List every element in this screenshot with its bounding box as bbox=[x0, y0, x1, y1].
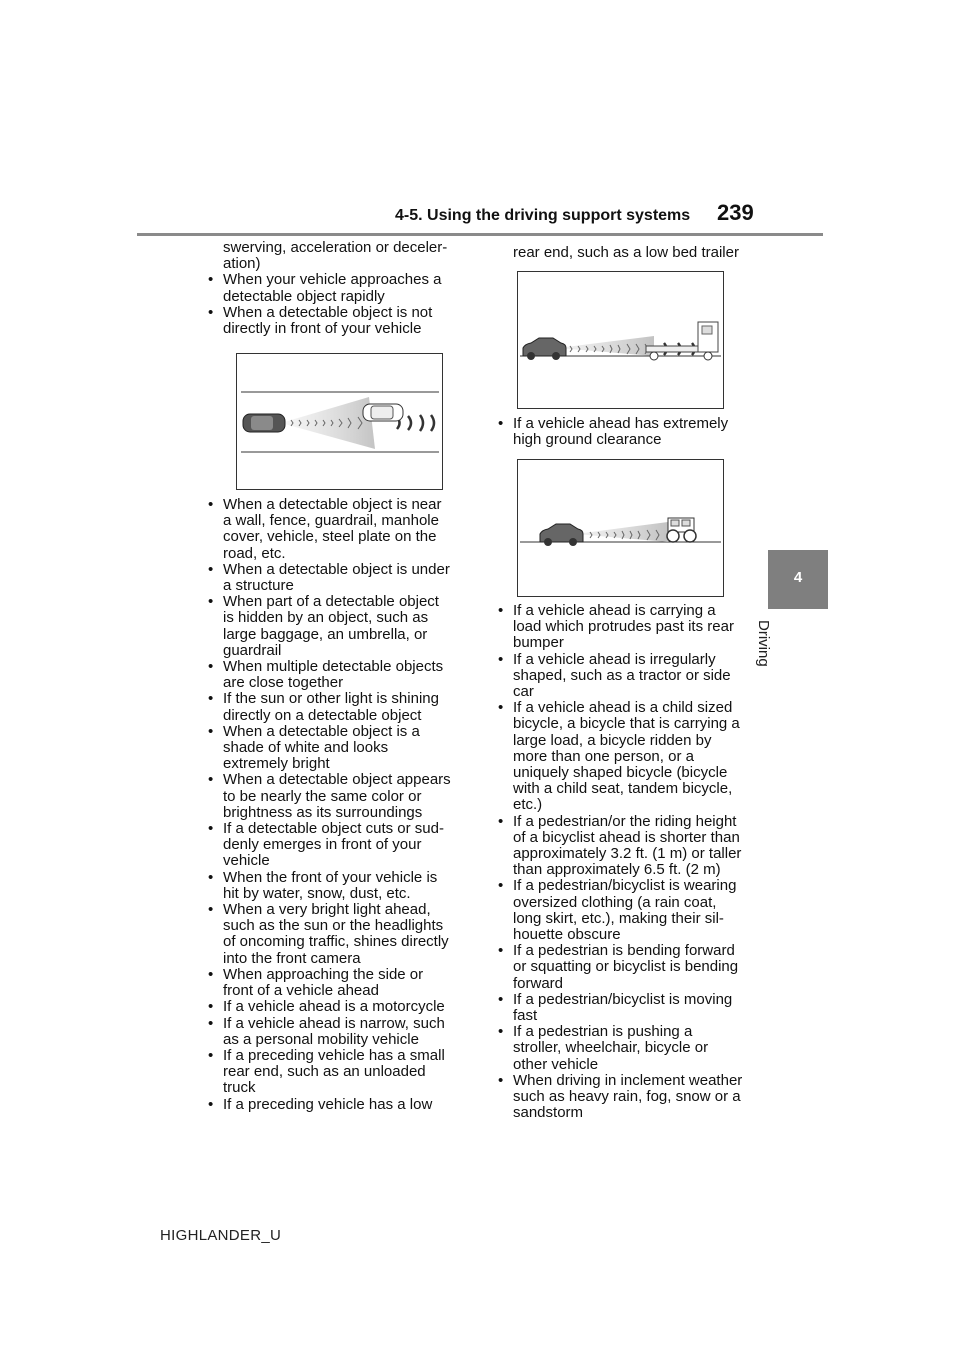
high-clearance-diagram bbox=[518, 460, 723, 596]
text-line: • When a detectable object appears bbox=[223, 771, 451, 789]
text-line: shaped, such as a tractor or side bbox=[513, 666, 731, 684]
text-line: brightness as its surroundings bbox=[223, 803, 423, 821]
text-line: more than one person, or a bbox=[513, 747, 694, 765]
chapter-label: Driving bbox=[755, 620, 772, 667]
illustration-high-clearance-vehicle bbox=[517, 459, 724, 597]
text-line: • When driving in inclement weather bbox=[513, 1071, 743, 1089]
list-item bbox=[202, 870, 470, 902]
chapter-tab bbox=[768, 550, 828, 609]
text-line: • When your vehicle approaches a bbox=[223, 271, 442, 289]
text-line: than approximately 6.5 ft. (2 m) bbox=[513, 861, 721, 879]
text-line: of a bicyclist ahead is shorter than bbox=[513, 828, 740, 846]
list-item bbox=[492, 1024, 758, 1073]
text-line: is hidden by an object, such as bbox=[223, 609, 429, 627]
list-item bbox=[492, 1073, 758, 1122]
text-line: directly in front of your vehicle bbox=[223, 320, 422, 338]
offset-vehicle bbox=[363, 404, 403, 421]
own-vehicle bbox=[523, 338, 566, 360]
text-line: directly on a detectable object bbox=[223, 706, 422, 724]
text-line: • When a detectable object is not bbox=[223, 303, 433, 321]
text-line: shade of white and looks bbox=[223, 739, 389, 757]
text-line: stroller, wheelchair, bicycle or bbox=[513, 1039, 709, 1057]
text-line: • When a detectable object is a bbox=[223, 722, 420, 740]
text-line: sandstorm bbox=[513, 1104, 584, 1122]
text-line: • If a vehicle ahead is a motorcycle bbox=[223, 998, 445, 1016]
text-line: • If a vehicle ahead is irregularly bbox=[513, 650, 716, 668]
text-line: bumper bbox=[513, 634, 564, 652]
list-item bbox=[202, 724, 470, 773]
list-item bbox=[492, 878, 758, 943]
text-line: high ground clearance bbox=[513, 431, 662, 449]
list-item bbox=[202, 1097, 470, 1113]
list-item bbox=[202, 821, 470, 870]
illustration-low-bed-trailer bbox=[517, 271, 724, 409]
text-line: to be nearly the same color or bbox=[223, 787, 422, 805]
offset-object-diagram bbox=[237, 354, 442, 489]
text-line: • If a pedestrian/bicyclist is wearing bbox=[513, 877, 737, 895]
text-line: such as the sun or the headlights bbox=[223, 917, 444, 935]
text-line: with a child seat, tandem bicycle, bbox=[513, 780, 733, 798]
text-line: • When a detectable object is under bbox=[223, 560, 450, 578]
text-line: ation) bbox=[223, 255, 261, 273]
model-code-footer: HIGHLANDER_U bbox=[160, 1227, 282, 1244]
text-line: of oncoming traffic, shines directly bbox=[223, 933, 449, 951]
sensor-beam bbox=[281, 397, 375, 449]
text-line: • If a pedestrian/or the riding height bbox=[513, 812, 737, 830]
text-line: • When the front of your vehicle is bbox=[223, 868, 438, 886]
text-line: • When a very bright light ahead, bbox=[223, 901, 431, 919]
left-column-top bbox=[202, 240, 470, 337]
text-line: fast bbox=[513, 1007, 538, 1025]
text-line: are close together bbox=[223, 674, 344, 692]
text-line: • If a vehicle ahead has extremely bbox=[513, 415, 729, 432]
high-clearance-vehicle bbox=[667, 518, 696, 542]
list-item bbox=[202, 594, 470, 659]
text-line: houette obscure bbox=[513, 926, 621, 944]
list-item bbox=[202, 659, 470, 691]
chapter-label-container bbox=[755, 620, 786, 680]
list-item bbox=[202, 305, 470, 337]
text-line: rear end, such as a low bed trailer bbox=[513, 244, 739, 261]
text-line: car bbox=[513, 683, 534, 701]
text-line: vehicle bbox=[223, 852, 270, 870]
text-line: swerving, acceleration or deceler- bbox=[223, 239, 448, 256]
text-line: uniquely shaped bicycle (bicycle bbox=[513, 764, 728, 782]
header-divider bbox=[137, 233, 823, 236]
list-item bbox=[492, 416, 758, 448]
text-line: • If a preceding vehicle has a low bbox=[223, 1095, 433, 1113]
low-bed-trailer bbox=[646, 322, 718, 360]
own-vehicle bbox=[243, 414, 285, 432]
text-line: • If a pedestrian is bending forward bbox=[513, 942, 735, 960]
text-line: • If a vehicle ahead is carrying a bbox=[513, 602, 716, 619]
text-line: bicycle, a bicycle that is carrying a bbox=[513, 715, 740, 733]
list-item bbox=[202, 967, 470, 999]
list-item bbox=[202, 497, 470, 562]
list-item bbox=[202, 902, 470, 967]
list-item bbox=[202, 999, 470, 1015]
text-line: forward bbox=[513, 974, 564, 992]
text-line: • If a vehicle ahead is narrow, such bbox=[223, 1014, 445, 1032]
list-item bbox=[202, 562, 470, 594]
text-line: front of a vehicle ahead bbox=[223, 982, 379, 1000]
text-line: long skirt, etc.), making their sil- bbox=[513, 909, 724, 927]
left-column-bottom bbox=[202, 497, 470, 1113]
text-line: denly emerges in front of your bbox=[223, 836, 422, 854]
list-item bbox=[202, 691, 470, 723]
page-number: 239 bbox=[717, 200, 754, 225]
text-line: as a personal mobility vehicle bbox=[223, 1030, 419, 1048]
text-line: or squatting or bicyclist is bending bbox=[513, 958, 739, 976]
right-column-top bbox=[492, 245, 758, 261]
text-line: road, etc. bbox=[223, 544, 286, 562]
text-line: • If the sun or other light is shining bbox=[223, 690, 439, 708]
text-line: guardrail bbox=[223, 641, 282, 659]
section-title: 4-5. Using the driving support systems bbox=[395, 207, 691, 224]
list-item bbox=[492, 700, 758, 813]
right-column-bottom bbox=[492, 603, 758, 1122]
sensor-beam bbox=[558, 336, 654, 356]
text-line: other vehicle bbox=[513, 1055, 599, 1073]
text-line: • If a pedestrian is pushing a bbox=[513, 1023, 693, 1041]
text-line: • If a detectable object cuts or sud- bbox=[223, 820, 444, 838]
text-line: truck bbox=[223, 1079, 256, 1097]
text-line: • When multiple detectable objects bbox=[223, 658, 444, 676]
text-line: • If a pedestrian/bicyclist is moving bbox=[513, 990, 733, 1008]
intro-continuation bbox=[202, 240, 470, 272]
intro-continuation bbox=[492, 245, 758, 261]
low-bed-trailer-diagram bbox=[518, 272, 723, 408]
text-line: • When a detectable object is near bbox=[223, 496, 442, 513]
list-item bbox=[492, 603, 758, 652]
list-item bbox=[202, 272, 470, 304]
text-line: extremely bright bbox=[223, 755, 330, 773]
text-line: load which protrudes past its rear bbox=[513, 618, 734, 636]
list-item bbox=[492, 992, 758, 1024]
text-line: into the front camera bbox=[223, 949, 361, 967]
text-line: rear end, such as an unloaded bbox=[223, 1063, 426, 1081]
chapter-number: 4 bbox=[793, 569, 803, 586]
text-line: large load, a bicycle ridden by bbox=[513, 731, 712, 749]
illustration-offset-object bbox=[236, 353, 443, 490]
text-line: a wall, fence, guardrail, manhole bbox=[223, 512, 439, 530]
text-line: oversized clothing (a rain coat, bbox=[513, 893, 717, 911]
list-item bbox=[202, 1048, 470, 1097]
right-column-middle bbox=[492, 416, 758, 448]
text-line: hit by water, snow, dust, etc. bbox=[223, 884, 411, 902]
list-item bbox=[202, 1016, 470, 1048]
text-line: • If a preceding vehicle has a small bbox=[223, 1046, 445, 1064]
text-line: cover, vehicle, steel plate on the bbox=[223, 528, 437, 546]
own-vehicle bbox=[540, 524, 583, 546]
list-item bbox=[492, 652, 758, 701]
text-line: • When approaching the side or bbox=[223, 965, 424, 983]
text-line: approximately 3.2 ft. (1 m) or taller bbox=[513, 845, 742, 863]
text-line: • If a vehicle ahead is a child sized bbox=[513, 699, 733, 717]
text-line: large baggage, an umbrella, or bbox=[223, 625, 428, 643]
text-line: a structure bbox=[223, 577, 294, 595]
list-item bbox=[492, 814, 758, 879]
text-line: etc.) bbox=[513, 796, 543, 814]
list-item bbox=[202, 772, 470, 821]
list-item bbox=[492, 943, 758, 992]
text-line: such as heavy rain, fog, snow or a bbox=[513, 1088, 741, 1106]
text-line: • When part of a detectable object bbox=[223, 593, 439, 611]
text-line: detectable object rapidly bbox=[223, 287, 385, 305]
